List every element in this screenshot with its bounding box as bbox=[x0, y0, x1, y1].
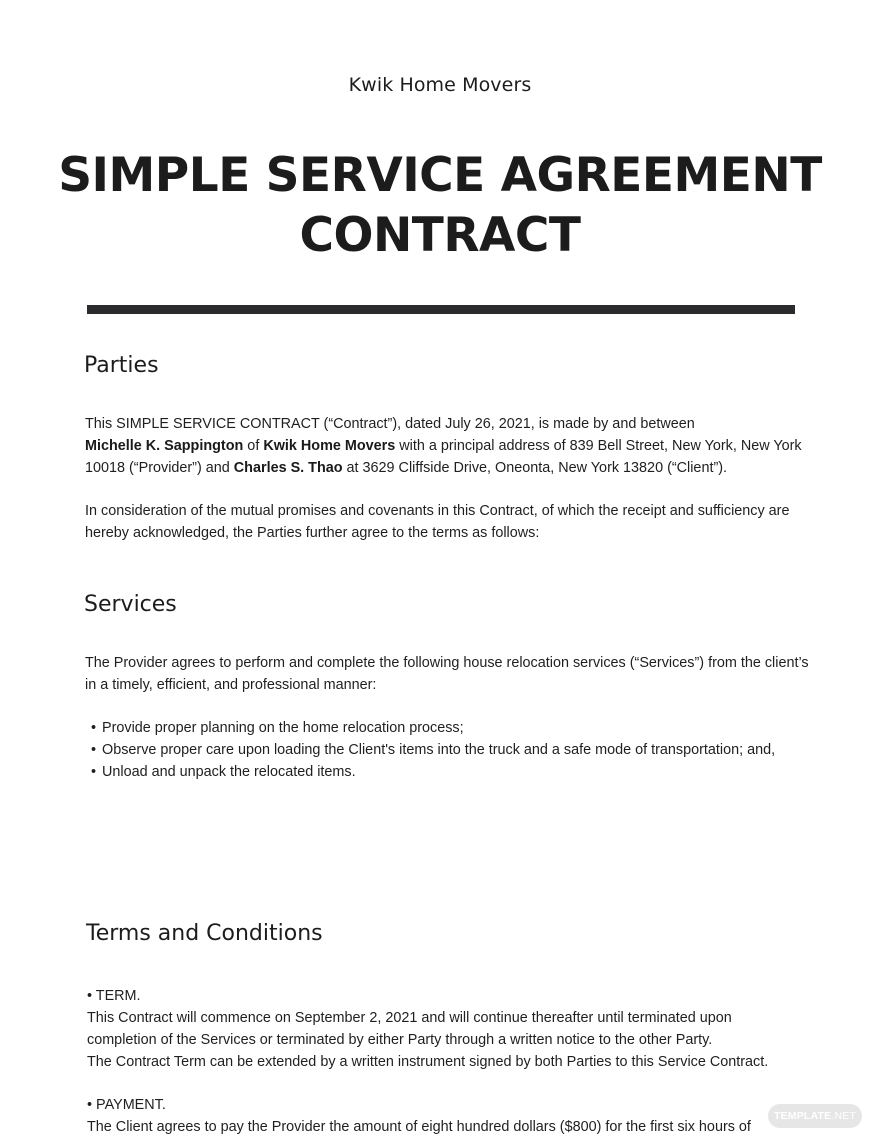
watermark-light-text: .NET bbox=[831, 1110, 857, 1122]
term-paragraph bbox=[87, 1007, 822, 1073]
list-item: • Unload and unpack the relocated items. bbox=[91, 761, 775, 783]
term-line-2: completion of the Services or terminated by either Party through a written notice to the other Party. bbox=[87, 1032, 713, 1048]
term-label: • TERM. bbox=[87, 988, 141, 1004]
list-item: • Observe proper care upon loading the Client's items into the truck and a safe mode of transportation; and, bbox=[91, 739, 775, 761]
title-divider bbox=[87, 305, 795, 314]
document-title bbox=[0, 146, 880, 266]
list-item: • Provide proper planning on the home relocation process; bbox=[91, 717, 775, 739]
services-intro: The Provider agrees to perform and complete the following house relocation services (“Services”) from the client’s in a timely, efficient, and professional manner: bbox=[85, 655, 809, 693]
section-heading-terms: Terms and Conditions bbox=[86, 921, 323, 946]
parties-paragraph bbox=[85, 413, 820, 479]
provider-name: Michelle K. Sappington bbox=[85, 438, 244, 454]
company-name: Kwik Home Movers bbox=[348, 74, 532, 96]
term-line-1: This Contract will commence on September 2, 2021 and will continue thereafter until terminated upon bbox=[87, 1010, 732, 1026]
section-heading-parties: Parties bbox=[84, 353, 159, 378]
title-line-1: SIMPLE SERVICE AGREEMENT bbox=[58, 148, 822, 203]
consideration-paragraph: In consideration of the mutual promises and covenants in this Contract, of which the receipt and sufficiency are hereby acknowledged, the Parties further agree to the terms as follows: bbox=[85, 503, 790, 541]
section-heading-services: Services bbox=[84, 592, 177, 617]
template-net-watermark bbox=[768, 1104, 862, 1128]
client-address: at 3629 Cliffside Drive, Oneonta, New York 13820 (“Client”). bbox=[342, 460, 728, 476]
payment-line-1: The Client agrees to pay the Provider the amount of eight hundred dollars ($800) for the first six hours of bbox=[87, 1119, 751, 1135]
payment-label: • PAYMENT. bbox=[87, 1097, 166, 1113]
term-line-3: The Contract Term can be extended by a written instrument signed by both Parties to this Service Contract. bbox=[87, 1054, 769, 1070]
parties-of-text: of bbox=[243, 438, 264, 454]
payment-paragraph bbox=[87, 1116, 787, 1138]
watermark-strong-text: TEMPLATE bbox=[773, 1110, 832, 1122]
provider-address: with a principal address of 839 Bell Street, New York, New York 10018 (“Provider”) and bbox=[85, 438, 802, 476]
provider-company: Kwik Home Movers bbox=[263, 438, 396, 454]
services-list bbox=[91, 717, 775, 783]
title-line-2: CONTRACT bbox=[299, 208, 581, 263]
client-name: Charles S. Thao bbox=[233, 460, 343, 476]
parties-intro: This SIMPLE SERVICE CONTRACT (“Contract”), dated July 26, 2021, is made by and between bbox=[85, 416, 695, 432]
